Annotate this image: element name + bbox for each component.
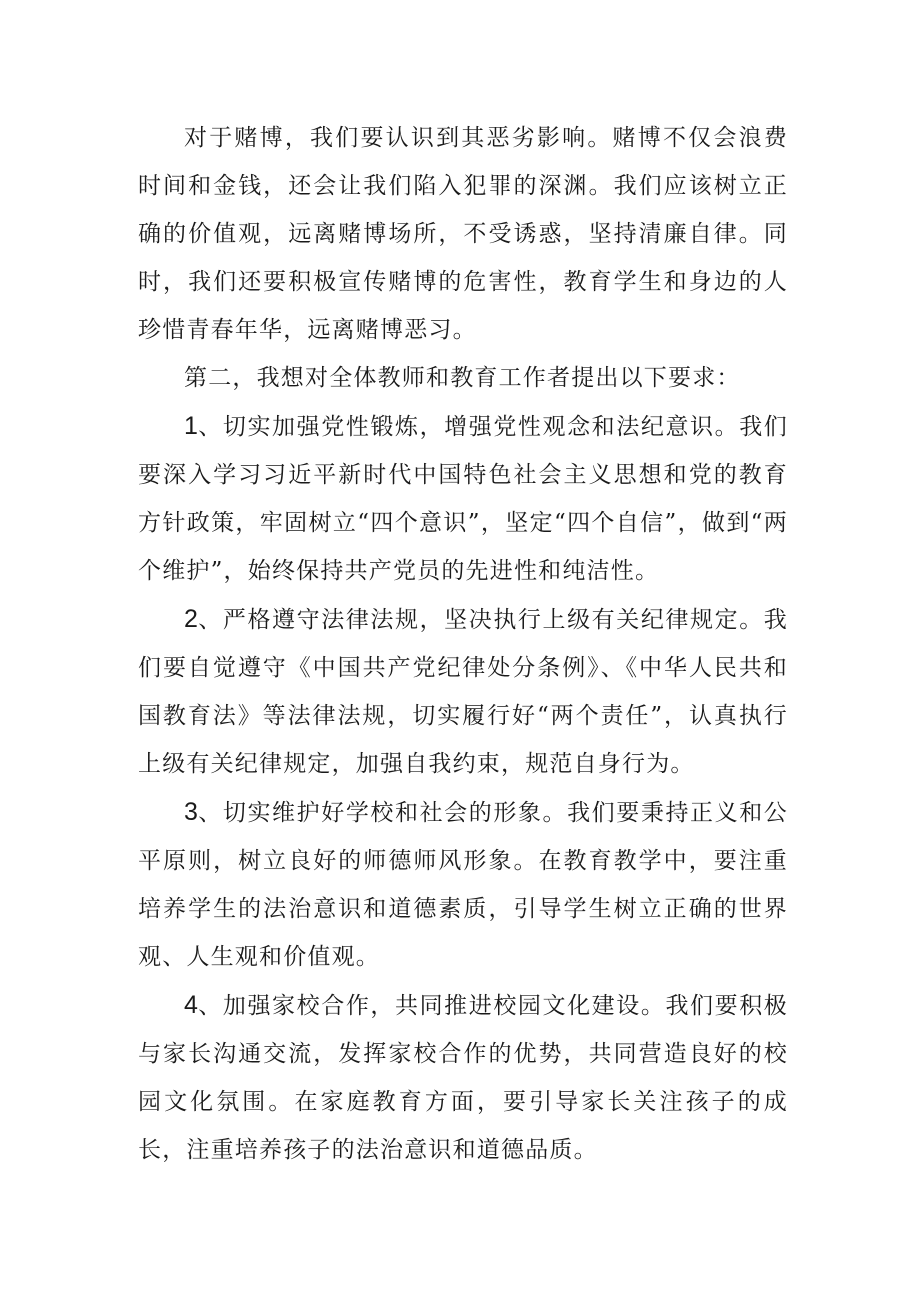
paragraph-requirements-intro: [138, 354, 788, 402]
paragraph-text: 、加强家校合作，共同推进校园文化建设。我们要积极与家长沟通交流，发挥家校合作的优势，共同营造良好的校园文化氛围。在家庭教育方面，要引导家长关注孩子的成长，注重培养孩子的法治意识和道德品质。: [138, 993, 788, 1163]
item-number: 2: [184, 605, 198, 633]
paragraph-text: 、严格遵守法律法规，坚决执行上级有关纪律规定。我们要自觉遵守《中国共产党纪律处分条例》、《中华人民共和国教育法》等法律法规，切实履行好“两个责任”，认真执行上级有关纪律规定，加强自我约束，规范自身行为。: [138, 607, 788, 777]
paragraph-gambling: [138, 114, 788, 354]
paragraph-item-1: [138, 402, 788, 595]
item-number: 4: [184, 991, 198, 1019]
document-body: [138, 114, 788, 1174]
item-number: 3: [184, 798, 198, 826]
paragraph-item-3: [138, 788, 788, 981]
paragraph-text: 第二，我想对全体教师和教育工作者提出以下要求：: [184, 365, 741, 391]
paragraph-item-4: [138, 981, 788, 1174]
paragraph-text: 、切实加强党性锻炼，增强党性观念和法纪意识。我们要深入学习习近平新时代中国特色社会主义思想和党的教育方针政策，牢固树立“四个意识”，坚定“四个自信”，做到“两个维护”，始终保持共产党员的先进性和纯洁性。: [138, 414, 788, 584]
item-number: 1: [184, 412, 198, 440]
paragraph-item-2: [138, 595, 788, 788]
paragraph-text: 、切实维护好学校和社会的形象。我们要秉持正义和公平原则，树立良好的师德师风形象。在教育教学中，要注重培养学生的法治意识和道德素质，引导学生树立正确的世界观、人生观和价值观。: [138, 800, 788, 970]
paragraph-text: 对于赌博，我们要认识到其恶劣影响。赌博不仅会浪费时间和金钱，还会让我们陷入犯罪的深渊。我们应该树立正确的价值观，远离赌博场所，不受诱惑，坚持清廉自律。同时，我们还要积极宣传赌博的危害性，教育学生和身边的人珍惜青春年华，远离赌博恶习。: [138, 125, 788, 343]
